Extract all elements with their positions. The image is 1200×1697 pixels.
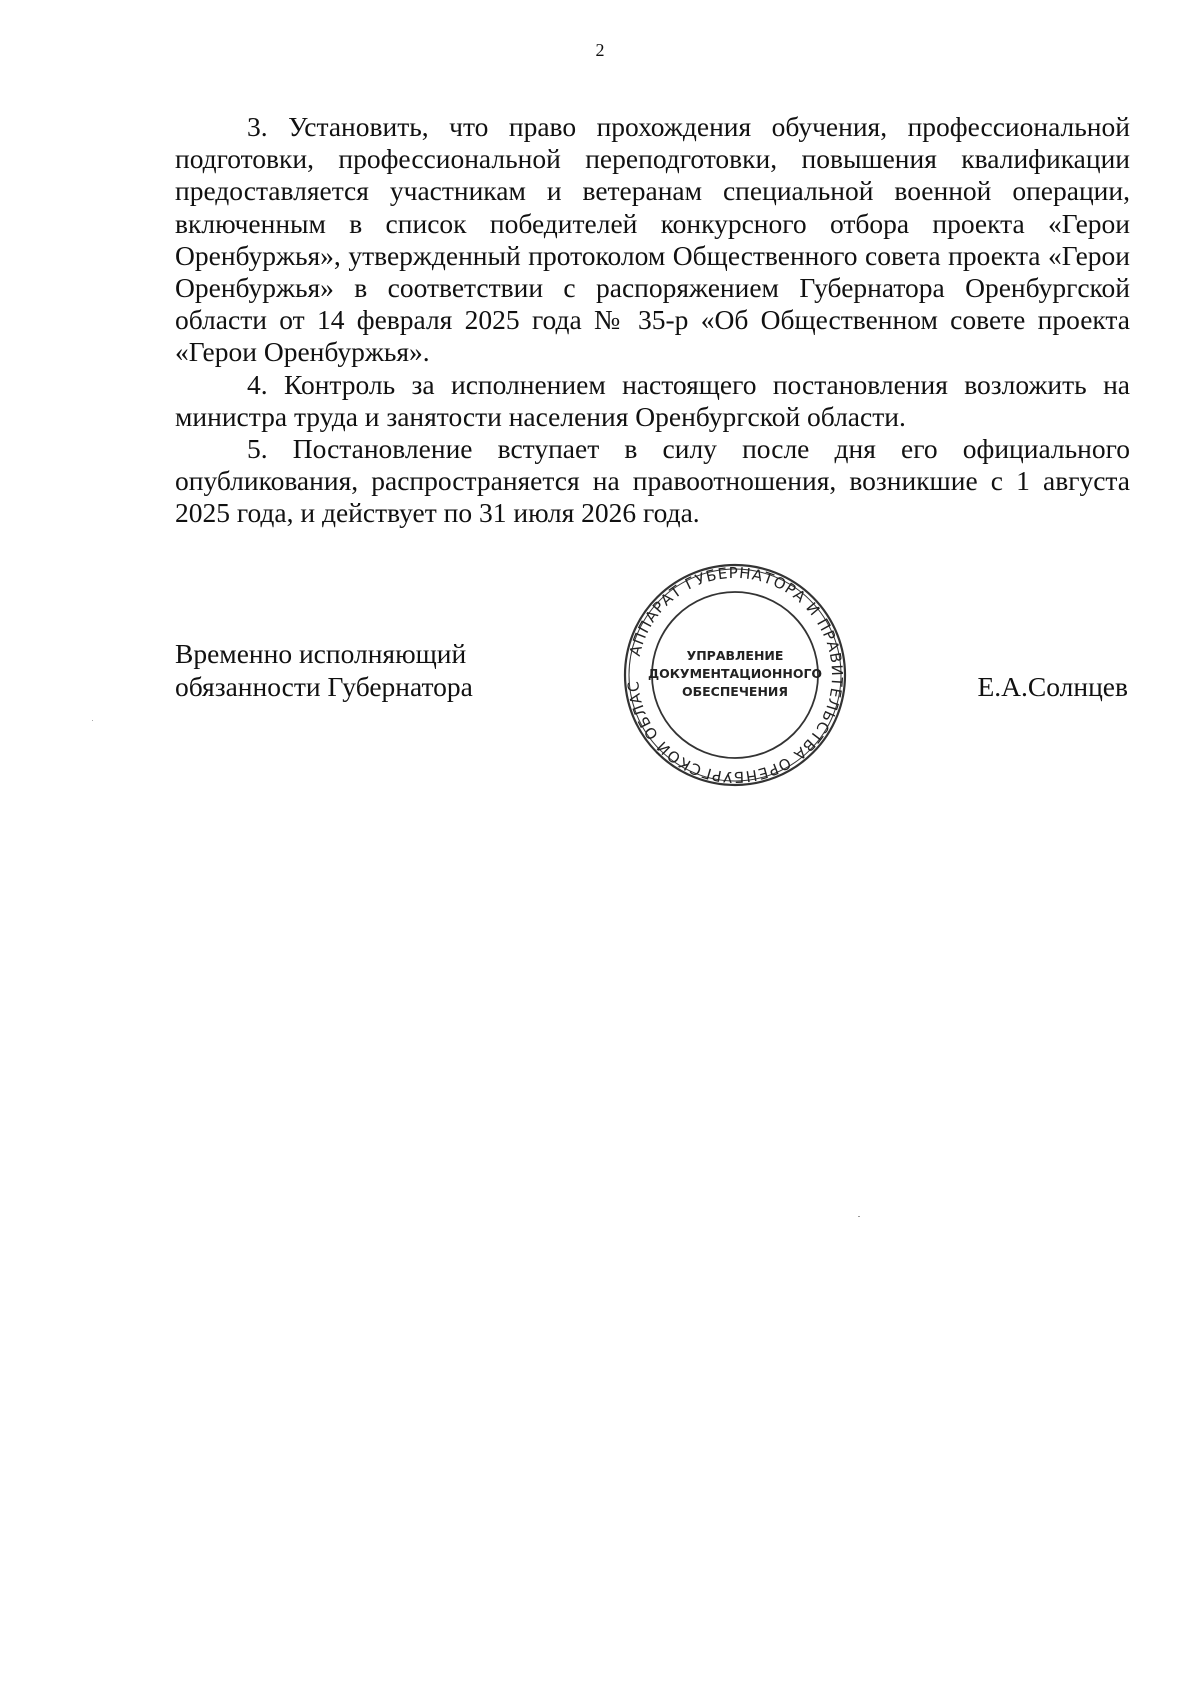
signatory-position-line2: обязанности Губернатора xyxy=(175,671,473,702)
page-number: 2 xyxy=(595,40,605,60)
signatory-position-line1: Временно исполняющий xyxy=(175,638,467,669)
seal-outer-text: АППАРАТ ГУБЕРНАТОРА И ПРАВИТЕЛЬСТВА ОРЕНБУРГСКОЙ ОБЛАС xyxy=(624,563,847,787)
paragraph-4: 4. Контроль за исполнением настоящего постановления возложить на министра труда и занятости населения Оренбургской области. xyxy=(175,368,1130,432)
official-seal xyxy=(620,560,850,790)
paragraph-3: 3. Установить, что право прохождения обучения, профессиональной подготовки, профессиональной переподготовки, повышения квалификации предоставляется участникам и ветеранам специальной военной операции, включенным в список победителей конкурсного отбора проекта «Герои Оренбуржья», утвержденный протоколом Общественного совета проекта «Герои Оренбуржья» в соответствии с распоряжением Губернатора Оренбургской области от 14 февраля 2025 года № 35-р «Об Общественном совете проекта «Герои Оренбуржья». xyxy=(175,111,1130,368)
scan-speck xyxy=(92,720,93,721)
signatory-position xyxy=(175,637,473,703)
document-body xyxy=(175,111,1130,530)
scan-speck xyxy=(858,1216,860,1217)
seal-center-line2: ДОКУМЕНТАЦИОННОГО xyxy=(647,666,823,681)
seal-center-line1: УПРАВЛЕНИЕ xyxy=(686,648,784,663)
seal-graphic xyxy=(620,560,850,790)
signatory-name: Е.А.Солнцев xyxy=(977,671,1128,702)
seal-center-line3: ОБЕСПЕЧЕНИЯ xyxy=(681,684,789,699)
paragraph-5: 5. Постановление вступает в силу после дня его официального опубликования, распространяется на правоотношения, возникшие с 1 августа 2025 года, и действует по 31 июля 2026 года. xyxy=(175,433,1130,529)
